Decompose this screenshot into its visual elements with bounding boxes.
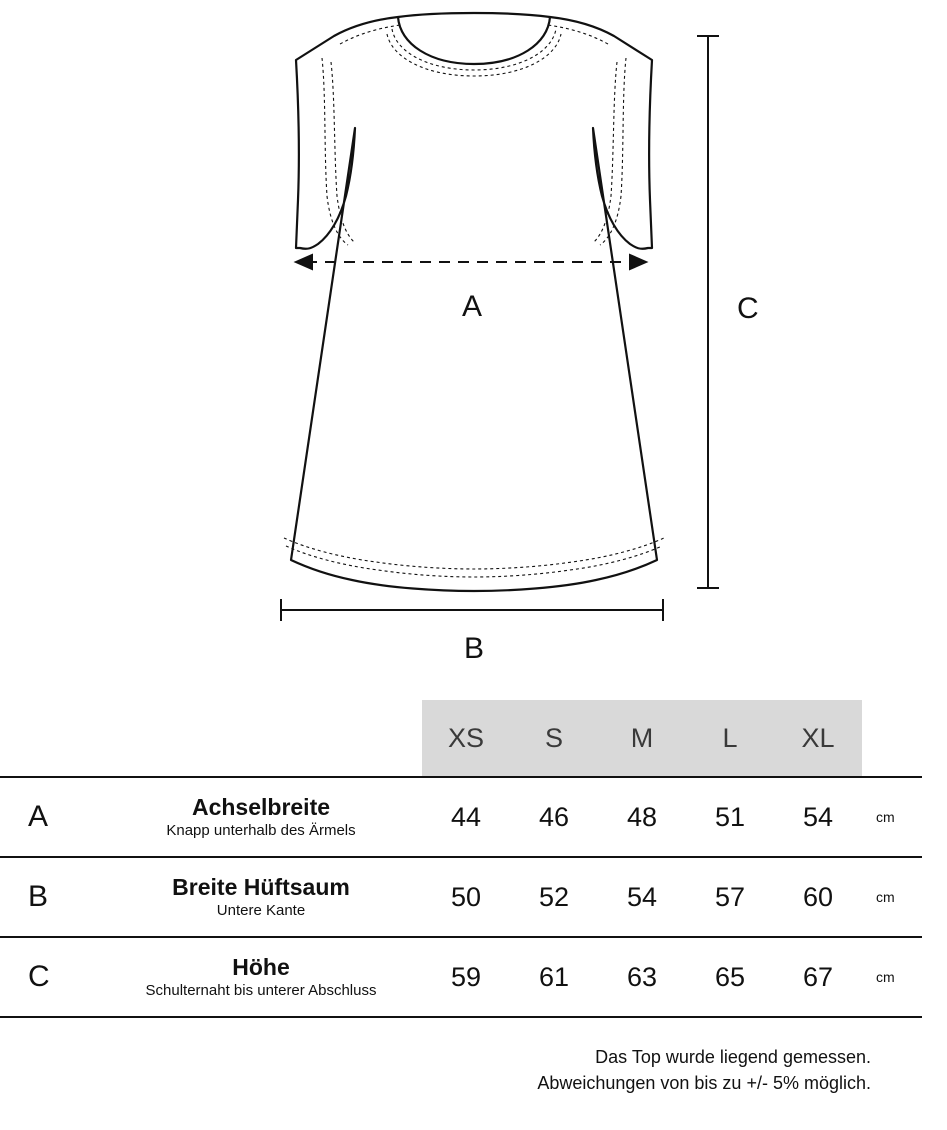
row-value-s: 46 [538,801,570,832]
dimension-c-arrow [697,36,719,588]
footnote-line-2: Abweichungen von bis zu +/- 5% möglich. [537,1073,871,1094]
header-unit [862,700,922,777]
row-description [100,777,422,857]
dimension-label-c: C [737,292,760,325]
table-row [0,777,922,857]
dimension-label-b: B [464,632,485,665]
dimension-label-a: A [462,290,483,323]
dimension-b-arrow [281,599,663,621]
row-unit: cm [876,889,895,905]
row-value-xs: 44 [450,801,482,832]
footnote-line-1: Das Top wurde liegend gemessen. [595,1047,871,1067]
row-value-xl: 67 [802,961,834,992]
row-letter: B [28,880,49,913]
row-letter: C [28,960,50,993]
header-size-s: S [510,700,598,777]
row-title: Achselbreite [191,794,331,821]
row-value-m: 54 [626,881,658,912]
header-size-xs: XS [422,700,510,777]
size-table-wrapper [0,700,947,1096]
row-value-xl: 60 [802,881,834,912]
row-value-s: 52 [538,881,570,912]
row-unit: cm [876,809,895,825]
dimension-a-arrow [296,255,646,269]
size-table-header-row [0,700,922,777]
row-value-s: 61 [538,961,570,992]
row-letter: A [28,800,49,833]
size-table [0,700,922,1018]
table-row [0,857,922,937]
table-row [0,937,922,1017]
header-corner-letter [0,700,100,777]
header-size-xl: XL [774,700,862,777]
header-size-m: M [598,700,686,777]
row-description [100,857,422,937]
row-subtitle: Knapp unterhalb des Ärmels [166,821,356,839]
row-title: Höhe [232,954,290,981]
header-corner-desc [100,700,422,777]
row-value-l: 65 [714,961,746,992]
row-subtitle: Schulternaht bis unterer Abschluss [145,981,377,999]
row-description [100,937,422,1017]
row-value-xs: 59 [450,961,482,992]
row-value-l: 51 [714,801,746,832]
row-value-l: 57 [714,881,746,912]
row-title: Breite Hüftsaum [172,874,350,901]
row-value-m: 48 [626,801,658,832]
header-size-l: L [686,700,774,777]
row-value-m: 63 [626,961,658,992]
row-subtitle: Untere Kante [216,901,306,919]
row-unit: cm [876,969,895,985]
row-value-xl: 54 [802,801,834,832]
row-value-xs: 50 [450,881,482,912]
measurement-footnote [0,1044,947,1096]
